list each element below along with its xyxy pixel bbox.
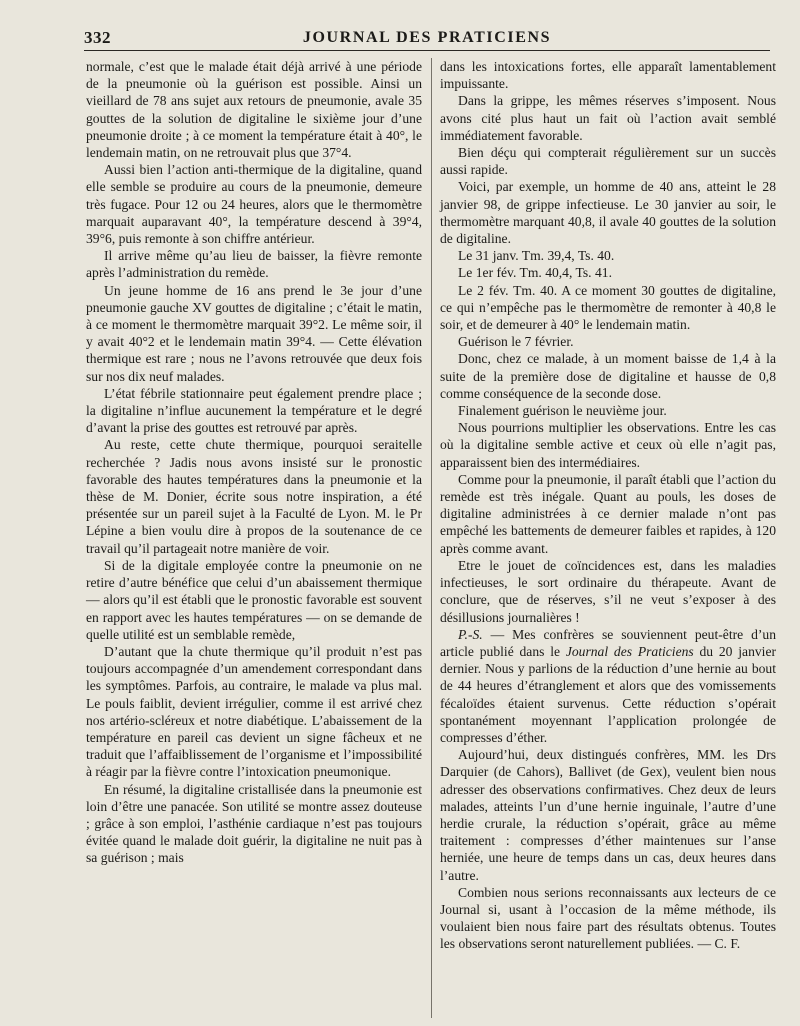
paragraph: Finalement guérison le neuvième jour. [458,403,667,419]
paragraph: L’état fébrile stationnaire peut également prendre place ; la digitaline n’influe aucunement la température et le degré d’avant la prise des gouttes est retrouvé par après. [86,385,422,436]
paragraph: Il arrive même qu’au lieu de baisser, la fièvre remonte après l’administration du remède. [86,248,422,281]
observation-line: Le 2 fév. Tm. 40. A ce moment 30 gouttes de digitaline, ce qui n’empêche pas le thermomètre de remonter à 40,8 le soir, et de demeurer à 40° le lendemain matin. [440,282,776,333]
journal-title: Journal des Praticiens [565,643,694,659]
paragraph: Au reste, cette chute thermique, pourquoi seraitelle recherchée ? Jadis nous avons insisté sur le pronostic favorable des hautes températures dans la pneumonie et la thèse de M. Donier, écrite sous notre inspiration, a été présentée sur un pareil sujet à la Faculté de Lyon. M. le Pr Lépine a bien voulu dire à propos de la soutenance de ce travail qu’il partageait notre manière de voir. [86,437,422,556]
observation-line: Guérison le 7 février. [458,334,574,350]
observation-line: Le 1er fév. Tm. 40,4, Ts. 41. [458,265,612,281]
postscript-text: — Mes confrères se souviennent peut-être d’un article publié dans le [440,626,776,659]
paragraph: Nous pourrions multiplier les observations. Entre les cas où la digitaline semble active et ceux où elle n’agit pas, apparaissent bien des intermédiaires. [440,420,776,470]
paragraph: Donc, chez ce malade, à un moment baisse de 1,4 à la suite de la première dose de digitaline et hausse de 0,8 comme conséquence de la seconde dose. [440,351,776,401]
observation-line: Le 31 janv. Tm. 39,4, Ts. 40. [458,248,615,264]
postscript-paragraph [440,626,776,746]
page-header [84,28,770,52]
paragraph: En résumé, la digitaline cristallisée dans la pneumonie est loin d’être une panacée. Son utilité se montre assez douteuse ; grâce à son emploi, l’asthénie cardiaque n’est pas toujours évitée quand le malade doit guérir, la digitaline ne nuit pas à sa guérison ; mais [86,781,422,866]
paragraph: Aussi bien l’action anti-thermique de la digitaline, quand elle semble se produire au cours de la pneumonie, demeure très fugace. Pour 12 ou 24 heures, alors que le thermomètre marquait auparavant 40°, la température descend à 39°4, 39°6, puis remonte à son chiffre antérieur. [86,162,422,247]
postscript-text: du 20 janvier dernier. Nous y parlions de la réduction d’une hernie au bout de 44 heures d’étranglement et alors que des vomissements fécaloïdes étaient survenus. Cette réduction s’opérait spontanément moyennant l’application prolongée de compresses d’éther. [440,643,776,745]
paragraph: normale, c’est que le malade était déjà arrivé à une période de la pneumonie où la guérison est possible. Ainsi un vieillard de 78 ans sujet aux retours de pneumonie, avale 35 gouttes de la solution de digitaline le sixième jour d’une pneumonie droite ; à ce moment la température était à 40°, le lendemain matin, on ne retrouvait plus que 37°4. [86,59,422,161]
paragraph: Comme pour la pneumonie, il paraît établi que l’action du remède est très inégale. Quant au pouls, les doses de digitaline administrées à ce dernier malade n’ont pas empêché les battements de demeurer faibles et rapides, à 120 après comme avant. [440,471,776,556]
right-column [440,58,776,953]
paragraph: Voici, par exemple, un homme de 40 ans, atteint le 28 janvier 98, de grippe infectieuse. Le 30 janvier au soir, le thermomètre marquant 40,8, il avale 40 gouttes de la solution de digitaline. [440,179,776,247]
paragraph: Combien nous serions reconnaissants aux lecteurs de ce Journal si, usant à l’occasion de la même méthode, ils voulaient bien nous faire part des résultats obtenus. Toutes les observations seront naturellement publiées. — C. F. [440,884,776,952]
paragraph: dans les intoxications fortes, elle apparaît lamentablement impuissante. [440,59,776,92]
running-head: JOURNAL DES PRATICIENS [302,29,552,46]
paragraph: Si de la digitale employée contre la pneumonie on ne retire d’autre bénéfice que celui d’un abaissement thermique — alors qu’il est établi que le pronostic favorable est souvent en rapport avec les hautes températures — on se demande de quelle utilité est un semblable remède, [86,557,422,642]
postscript-label: P.-S. [458,626,483,642]
page-number: 332 [84,28,111,47]
paragraph: Etre le jouet de coïncidences est, dans les maladies infectieuses, le sort ordinaire du thérapeute. Avant de conclure, que de réserves, s’il ne veut s’exposer à des désillusions journalières ! [440,557,776,625]
paragraph: D’autant que la chute thermique qu’il produit n’est pas toujours accompagnée d’un amendement correspondant dans les symptômes. Parfois, au contraire, le malade va plus mal. Le pouls faiblit, devient irrégulier, comme il est arrivé chez nos artério-scléreux et notre diabétique. L’abaissement de la température en pareil cas devient un signe fâcheux et ne traduit que l’affaiblissement de l’organisme et l’impossibilité à réagir par la fièvre contre l’intoxication pneumonique. [86,643,422,780]
paragraph: Dans la grippe, les mêmes réserves s’imposent. Nous avons cité plus haut un fait où l’action avait semblé immédiatement favorable. [440,93,776,143]
column-divider [431,58,432,1018]
paragraph: Un jeune homme de 16 ans prend le 3e jour d’une pneumonie gauche XV gouttes de digitaline ; c’était le matin, à ce moment le thermomètre marquait 39°2. Le même soir, il y avait 40°2 et le lendemain matin 39°4. — Cette élévation thermique est rare ; nous ne l’avons retrouvée que deux fois sur nos dix neuf malades. [86,282,422,384]
paragraph: Bien déçu qui compterait régulièrement sur un succès aussi rapide. [440,145,776,178]
paragraph: Aujourd’hui, deux distingués confrères, MM. les Drs Darquier (de Cahors), Ballivet (de Gex), veulent bien nous adresser des observations confirmatives. Chez deux de leurs malades, atteints l’un d’une hernie inguinale, l’autre d’une herdie crurale, la réduction s’opérait, grâce au même traitement : compresses d’éther maintenues sur l’anse herniée, une heure de temps dans un cas, deux heures dans l’autre. [440,747,776,883]
header-rule [84,50,770,51]
left-column [86,58,422,867]
